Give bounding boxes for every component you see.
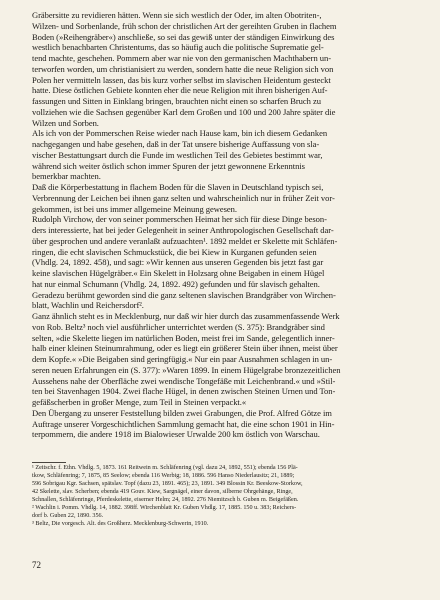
body-line: tend machte, geschehen. Pommern aber war nie von den germanischen Machthabern un- (32, 53, 332, 63)
footnote-separator (32, 462, 66, 463)
body-line: seren neuen Erfahrungen ein (S. 377): »Waren 1899. In einem Hügelgrabe bronzezeitlichen (32, 364, 341, 375)
footnote-line: 42 Skelette, slav. Scherben; ebenda 419 Gouv. Kiew, Sargnägel, einer davon, silberne Ohrgehänge, Ringe, (32, 489, 293, 496)
body-text (32, 10, 410, 440)
body-line: (Vhdlg. 24, 1892. 458), und sagt: »Wir kennen aus unseren Gegenden bis jetzt fast gar (32, 257, 324, 268)
footnote-line: ³ Beltz, Die vorgesch. Alt. des Großherz. Mecklenburg-Schwerin, 1910. (32, 521, 209, 528)
body-line: Daß die Körperbestattung in flachem Boden für die Slaven in Deutschland typisch sei, (32, 182, 324, 192)
body-line: ringen, die echt slavischen Schmuckstück, die bei Kiew in Kurganen gefunden seien (32, 246, 317, 257)
body-line: hat nur einmal Schumann (Vhdlg. 24, 1892. 492) gefunden und für slavisch gehalten. (32, 278, 320, 289)
footnote-line: tkow, Schläfenring; 7, 1875, 85 Seelow; ebenda 116 Werbig; 18, 1886. 596 Hanso Niederlausitz; 21, 1889; (32, 473, 295, 480)
body-line: Gräbersitte zu revidieren hätten. Wenn sie sich westlich der Oder, im alten Obotriten-, (32, 10, 322, 20)
page-number: 72 (32, 560, 41, 570)
body-line: Geradezu berühmt geworden sind die ganz seltenen slavischen Brandgräber von Wirchen- (32, 289, 336, 300)
body-line: über gesprochen und andere veranlaßt aufzuachten¹. 1892 meldet er Skelette mit Schläfen- (32, 235, 338, 246)
footnote-line: ¹ Zeitschr. f. Ethn. Vhdlg. 5, 1873. 161 Reitwein m. Schläfenring (vgl. dazu 24, 1892, 551); ebenda 156 Plä- (32, 465, 298, 471)
body-line: dem Kopfe.« »Die Beigaben sind geringfügig.« Nur ein paar Ausnahmen schlagen in un- (32, 354, 333, 364)
body-line: blatt, Wachlin und Reichersdorf². (32, 300, 144, 311)
body-line: selten, »die Skelette liegen im natürlichen Boden, meist frei im Sande, gelegentlich inner- (32, 332, 335, 343)
body-line: terworfen worden, um christianisiert zu werden, sondern hatte die neue Religion sich von (32, 63, 334, 74)
body-line: Den Übergang zu unserer Feststellung bilden zwei Grabungen, die Prof. Alfred Götze im (32, 407, 332, 418)
body-line: nachgegangen und habe gesehen, daß in der Tat unsere bisherige Auffassung von sla- (32, 139, 320, 149)
body-line: vollziehen wie die Sachsen gegenüber Karl dem Großen und 100 und 200 Jahre später die (32, 106, 336, 117)
body-line: ten bei Stavenhagen 1904. Zwei flache Hügel, in denen zwischen Steinen Urnen und Ton- (32, 386, 336, 397)
body-line: Polen her vermitteln lassen, das bis kurz vorher selbst im slavischen Heidentum gesteckt (32, 74, 331, 85)
footnote-line: Schnallen, Schläfenringe, Pferdeskelette, eiserner Helm; 24, 1892. 276 Niemitzsch b. Guben m. Beigefäßen. (32, 497, 299, 504)
body-line: halb einer kleinen Steinumrahmung, oder es liegt ein größerer Stein über ihnen, meist über (32, 343, 338, 354)
body-line: bemerkbar machten. (32, 171, 101, 182)
body-line: terpommern, die andere 1918 im Bialowieser Urwalde 200 km östlich von Warschau. (32, 429, 320, 440)
body-line: Verbrennung der Leichen bei ihnen ganz selten und wahrscheinlich nur in früher Zeit vor- (32, 192, 335, 203)
body-line: Boden (»Reihengräber«) anschließe, so sei das gewiß unter der ständigen Einwirkung des (32, 31, 335, 42)
body-line: Auftrage unserer Vorgeschichtlichen Sammlung gemacht hat, die eine schon 1901 in Hin- (32, 418, 335, 429)
body-line: Wilzen und Sorben. (32, 117, 99, 128)
body-line: westlich benachbarten Christentums, das so häufig auch die politische Suprematie gel- (32, 42, 324, 53)
body-line: Aussehens nahe der Oberfläche zwei wendische Tongefäße mit Leichenbrand.« und »Stil- (32, 375, 336, 386)
body-line: gekommen, ist bei uns immer allgemeine Meinung gewesen. (32, 203, 237, 214)
body-line: gefäßscherben in großer Menge, zum Teil in Steinen verpackt.« (32, 397, 247, 407)
body-line: während sich weiter östlich schon immer Spuren der jetzt gewonnene Erkenntnis (32, 160, 305, 171)
body-line: ders interessierte, hat bei jeder Gelegenheit in seiner Anthropologischen Gesellschaft dar- (32, 225, 334, 235)
body-line: fassungen und Sitten in Einklang bringen, brauchten nicht einen so scharfen Bruch zu (32, 96, 321, 106)
body-line: Wilzen- und Sorbenlande, früh schon der christlichen Art der gereihten Gruben in flachem (32, 20, 337, 31)
footnote-line: ² Wachlin i. Pomm. Vhdlg. 14, 1882. 398ff. Wirchenblatt Kr. Guben Vhdlg. 17, 1885. 150 u. 383; Reichers- (32, 505, 297, 512)
body-line: keine slavischen Hügelgräber.« Ein Skelett in Holzsarg ohne Beigaben in einem Hügel (32, 268, 325, 278)
body-line: hatte. Diese östlichen Gebiete konnten eher die neue Religion mit ihren bisherigen Auf- (32, 85, 328, 96)
body-line: Rudolph Virchow, der von seiner pommerschen Heimat her sich für diese Dinge beson- (32, 214, 327, 225)
body-line: Als ich von der Pommerschen Reise wieder nach Hause kam, bin ich diesem Gedanken (32, 128, 328, 139)
body-line: Ganz ähnlich steht es in Mecklenburg, nur daß wir hier durch das zusammenfassende Werk (32, 311, 340, 321)
footnote-line: 596 Sobrigau Kgr. Sachsen, spätslav. Topf (dazu 23, 1891. 465); 23, 1891. 349 Blossin Kr. Beeskow-Storkow, (32, 481, 303, 488)
footnote-line: dorf b. Guben 22, 1890. 356. (32, 513, 104, 520)
footnotes (32, 464, 412, 528)
body-line: von Rob. Beltz³ noch viel ausführlicher unterrichtet werden (S. 375): Brandgräber sind (32, 321, 325, 332)
body-line: vischer Bestattungsart durch die Funde im westlichen Teil des Gebietes bestimmt war, (32, 149, 323, 160)
